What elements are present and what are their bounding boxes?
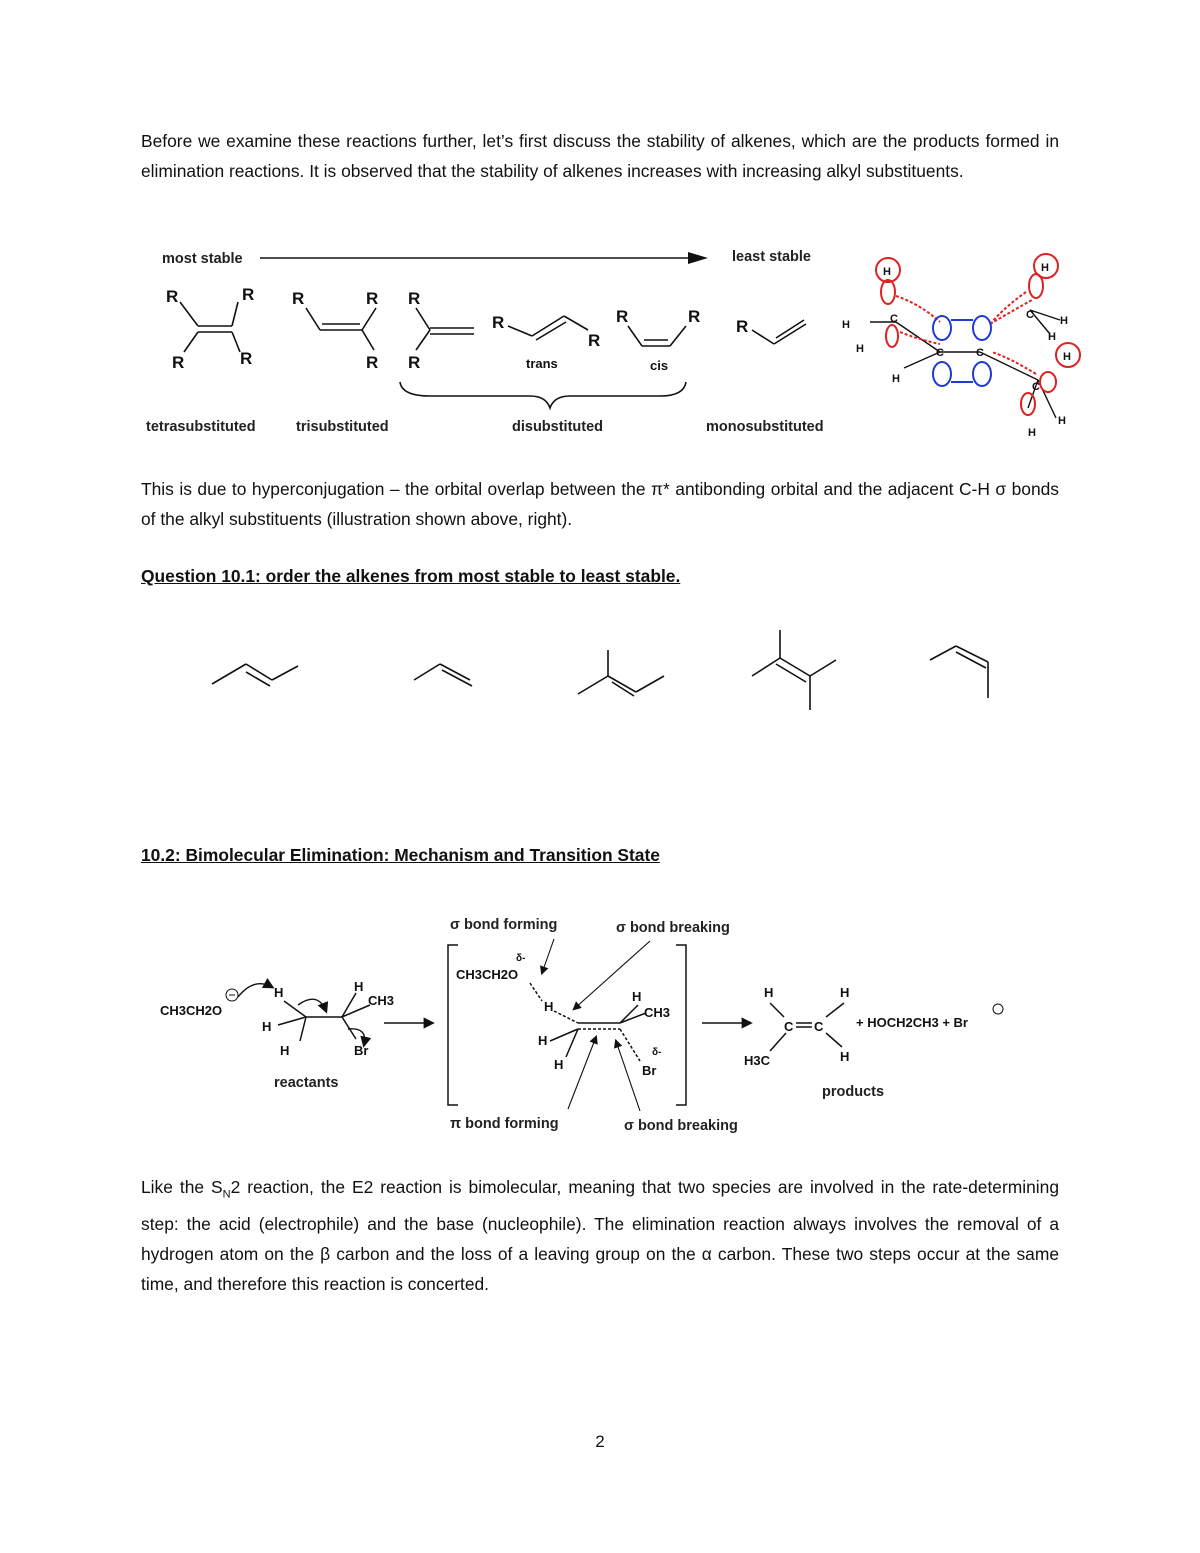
h-atom-label: H	[1058, 415, 1066, 427]
pi-bond-forming-label: π bond forming	[450, 1116, 559, 1132]
tetrasubstituted-structure	[180, 302, 240, 352]
c-atom-label: C	[936, 347, 944, 359]
e2-paragraph	[141, 1172, 1059, 1299]
r-label: R	[172, 353, 185, 372]
h-atom-label: H	[274, 985, 284, 1000]
c-atom-label: C	[890, 313, 898, 325]
r-label: R	[166, 287, 179, 306]
h-atom-label: H	[538, 1033, 548, 1048]
h-atom-label: H	[1048, 331, 1056, 343]
h-atom-label: H	[892, 373, 900, 385]
r-label: R	[408, 353, 421, 372]
r-label: R	[588, 331, 601, 350]
c-atom-label: C	[1026, 309, 1034, 321]
bromine-label: Br	[642, 1063, 657, 1078]
question-10-1	[141, 566, 680, 587]
sigma-bond-breaking-label: σ bond breaking	[616, 920, 730, 936]
disubstituted-geminal-structure	[416, 308, 474, 350]
h-atom-label: H	[544, 999, 554, 1014]
alkene-stability-figure	[140, 240, 1090, 450]
r-label: R	[616, 307, 629, 326]
h-atom-label: H	[764, 985, 774, 1000]
ethoxide-label: CH3CH2O	[456, 967, 519, 982]
negative-charge-icon	[993, 1004, 1003, 1014]
r-label: R	[240, 349, 253, 368]
most-stable-label: most stable	[162, 251, 243, 267]
h-atom-label: H	[354, 979, 364, 994]
hyperconjugation-paragraph: This is due to hyperconjugation – the orbital overlap between the π* antibonding orbital and the adjacent C-H σ bonds of the alkyl substituents (illustration shown above, right).	[141, 479, 1059, 529]
sigma-bond-breaking-bottom-label: σ bond breaking	[624, 1118, 738, 1134]
page-number: 2	[595, 1432, 605, 1451]
alkene-tetramethylethylene	[752, 630, 836, 710]
h-atom-label: H	[1041, 262, 1049, 274]
h-atom-label: H	[280, 1043, 290, 1058]
r-label: R	[292, 289, 305, 308]
disubstituted-brace	[400, 382, 686, 408]
cis-alkene-structure	[628, 326, 686, 346]
question-alkenes	[200, 620, 1000, 720]
e2-text-part1: Like the S	[141, 1177, 223, 1197]
h-atom-label: H	[856, 343, 864, 355]
c-atom-label: C	[976, 347, 984, 359]
h-atom-label: H	[1028, 427, 1036, 439]
partial-charge-label: δ-	[652, 1047, 662, 1058]
alkene-2-pentene	[930, 646, 988, 698]
bromine-label: Br	[354, 1043, 369, 1058]
h-atom-label: H	[840, 1049, 850, 1064]
question-label: Question 10.1	[141, 566, 256, 586]
reactants-label: reactants	[274, 1075, 339, 1091]
h-atom-label: H	[1060, 315, 1068, 327]
e2-subscript: N	[222, 1188, 231, 1201]
c-atom-label: C	[1032, 381, 1040, 393]
alkene-2-butene	[212, 664, 298, 686]
h-atom-label: H	[262, 1019, 272, 1034]
h-atom-label: H	[1063, 351, 1071, 363]
tetrasubstituted-label: tetrasubstituted	[146, 419, 256, 435]
products-label: products	[822, 1084, 885, 1100]
methyl-label: CH3	[368, 993, 395, 1008]
cis-label: cis	[650, 358, 669, 373]
disubstituted-label: disubstituted	[512, 419, 604, 435]
least-stable-label: least stable	[732, 249, 811, 265]
c-atom-label: C	[784, 1019, 794, 1034]
partial-charge-label: δ-	[516, 953, 526, 964]
h-atom-label: H	[883, 266, 891, 278]
r-label: R	[366, 289, 379, 308]
methyl-label: CH3	[644, 1005, 671, 1020]
r-label: R	[736, 317, 749, 336]
ts-bracket-right	[676, 945, 686, 1105]
trans-label: trans	[526, 356, 558, 371]
c-atom-label: C	[814, 1019, 824, 1034]
question-text: : order the alkenes from most stable to least stable.	[255, 566, 681, 586]
monosubstituted-structure	[752, 320, 806, 344]
intro-paragraph: Before we examine these reactions further, let’s first discuss the stability of alkenes, which are the products formed in elimination reactions. It is observed that the stability of alkenes increases with increasing alkyl substituents.	[141, 131, 1059, 181]
r-label: R	[492, 313, 505, 332]
methyl-label: H3C	[744, 1053, 771, 1068]
e2-text-part2: 2 reaction, the E2 reaction is bimolecular, meaning that two species are involved in the rate-determining step: the acid (electrophile) and the base (nucleophile). The elimination reaction always involves the removal of a hydrogen atom on the β carbon and the loss of a leaving group on the α carbon. These two steps occur at the same time, and therefore this reaction is concerted.	[141, 1177, 1060, 1295]
h-atom-label: H	[632, 989, 642, 1004]
h-atom-label: H	[840, 985, 850, 1000]
h-atom-label: H	[554, 1057, 564, 1072]
r-label: R	[242, 285, 255, 304]
trans-alkene-structure	[508, 316, 588, 340]
h-atom-label: H	[842, 319, 850, 331]
r-label: R	[688, 307, 701, 326]
alkene-2-methyl-2-butene	[578, 650, 664, 696]
ethoxide-label: CH3CH2O	[160, 1003, 223, 1018]
stability-arrow-head	[688, 252, 708, 264]
r-label: R	[366, 353, 379, 372]
e2-mechanism-figure	[150, 905, 1030, 1140]
byproducts-label: + HOCH2CH3 + Br	[856, 1015, 968, 1030]
trisubstituted-label: trisubstituted	[296, 419, 389, 435]
hyperconjugation-orbital-diagram	[842, 254, 1080, 439]
section-heading: 10.2: Bimolecular Elimination: Mechanism and Transition State	[141, 845, 660, 865]
sigma-bond-forming-label: σ bond forming	[450, 917, 558, 933]
curved-arrow-icon	[238, 984, 272, 997]
trisubstituted-structure	[306, 308, 376, 350]
monosubstituted-label: monosubstituted	[706, 419, 824, 435]
r-label: R	[408, 289, 421, 308]
alkene-propene	[414, 664, 472, 686]
